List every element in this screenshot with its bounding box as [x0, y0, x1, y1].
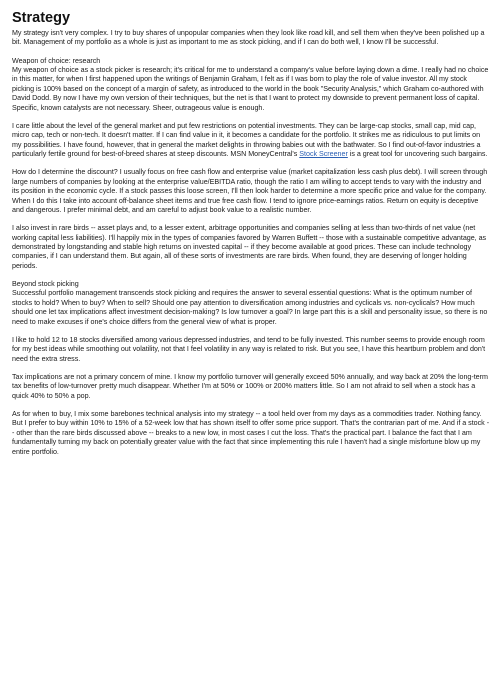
intro-paragraph: My strategy isn't very complex. I try to buy shares of unpopular companies when they look like road kill, and sell them when they've been polished up a bit. Management of my portfolio as a whole is just as important to me as stock picking, and if I can do both well, I know I'll be successful. — [12, 29, 485, 47]
market-paragraph — [12, 122, 490, 160]
research-body: My weapon of choice as a stock picker is research; it's critical for me to understand a company's value before laying down a dime. I really had no choice in this matter, for when I first happened upon the writings of Benjamin Graham, I felt as if I was born to play the role of value investor. All my stock picking is 100% based on the concept of a margin of safety, as introduced to the world in the book "Security Analysis," which Graham co-authored with David Dodd. By now I have my own version of their techniques, but the net is that I want to protect my downside to prevent permanent loss of capital. Specific, known catalysts are not necessary. Sheer, outrageous value is enough. — [12, 65, 489, 112]
discount-paragraph: How do I determine the discount? I usually focus on free cash flow and enterprise value (market capitalization less cash plus debt). I will screen through large numbers of companies by looking at the enterprise value/EBITDA ratio, though the ratio I am willing to accept tends to vary with the industry and its position in the economic cycle. If a stock passes this loose screen, I'll then look harder to determine a more specific price and value for the company. When I do this I take into account off-balance sheet items and true free cash flow. I tend to ignore price-earnings ratios. Return on equity is deceptive and dangerous. I prefer minimal debt, and am careful to adjust book value to a realistic number. — [12, 168, 488, 215]
section-heading-beyond: Beyond stock picking — [12, 279, 79, 288]
section-heading-research: Weapon of choice: research — [12, 56, 101, 65]
beyond-section — [12, 280, 490, 327]
market-text-before-link: I care little about the level of the general market and put few restrictions on potential investments. They can be large-cap stocks, small cap, mid cap, micro cap, tech or non-tech. It doesn't matter. If I can find value in it, it becomes a candidate for the portfolio. It strikes me as ridiculous to put limits on my possibilities. I have found, however, that in general the market delights in throwing babies out with the bathwater. So I find out-of-favor industries a particularly fertile ground for best-of-breed shares at steep discounts. MSN MoneyCentral's — [12, 121, 481, 159]
article — [12, 4, 490, 466]
holdings-paragraph: I like to hold 12 to 18 stocks diversified among various depressed industries, and tend to be fully invested. This number seems to provide enough room for my best ideas while smoothing out volatility, not that I feel volatility in any way is related to risk. But you see, I have this heartburn problem and don't need the extra stress. — [12, 335, 486, 363]
beyond-body: Successful portfolio management transcends stock picking and requires the answer to several essential questions: What is the optimum number of stocks to hold? When to buy? When to sell? Should one pay attention to diversification among industries and cyclicals vs. non-cyclicals? How much should one let tax implications affect investment decision-making? Is low turnover a goal? In large part this is a skill and personality issue, so there is no need to make excuses if one's choice differs from the general view of what is proper. — [12, 289, 488, 326]
page-title: Strategy — [12, 10, 71, 26]
market-text-after-link: is a great tool for uncovering such bargains. — [347, 150, 488, 159]
stock-screener-link[interactable]: Stock Screener — [299, 150, 348, 159]
buy-paragraph: As for when to buy, I mix some barebones technical analysis into my strategy -- a tool held over from my days as a commodities trader. Nothing fancy. But I prefer to buy within 10% to 15% of a 52-week low that has shown itself to offer some price support. That's the contrarian part of me. And if a stock -- other than the rare birds discussed above -- breaks to a new low, in most cases I cut the loss. That's the practical part. I balance the fact that I am fundamentally turning my back on potentially greater value with the fact that since implementing this rule I haven't had a single misfortune blow up my entire portfolio. — [12, 409, 490, 456]
tax-paragraph: Tax implications are not a primary concern of mine. I know my portfolio turnover will generally exceed 50% annually, and way back at 20% the long-term tax benefits of low-turnover pretty much disappear. Whether I'm at 50% or 100% or 200% matters little. So I am not afraid to sell when a stock has a quick 40% to 50% a pop. — [12, 372, 488, 400]
research-section — [12, 57, 490, 114]
rare-birds-paragraph: I also invest in rare birds -- asset plays and, to a lesser extent, arbitrage opportunities and companies selling at less than two-thirds of net value (net working capital less liabilities). I'll happily mix in the types of companies favored by Warren Buffett -- those with a sustainable competitive advantage, as demonstrated by longstanding and stable high returns on invested capital -- if they become available at good prices. These can include technology companies, if I can understand them. But again, all of these sorts of investments are rare birds. When found, they are deserving of longer holding periods. — [12, 224, 487, 270]
